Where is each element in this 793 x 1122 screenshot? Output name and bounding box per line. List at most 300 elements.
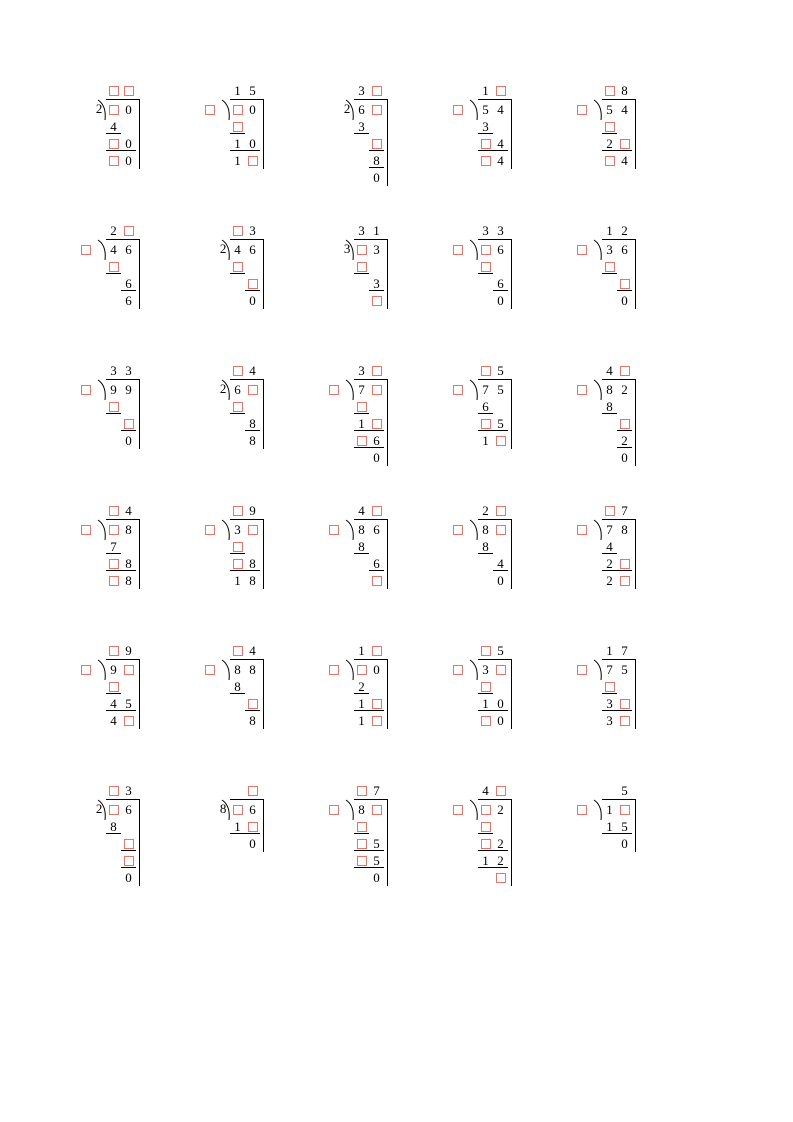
answer-box — [369, 382, 384, 397]
work-row — [354, 818, 369, 834]
digit: 0 — [621, 292, 628, 308]
digit: 6 — [373, 432, 380, 448]
answer-box — [106, 259, 121, 274]
subtraction-line — [493, 290, 508, 291]
divisor-box — [205, 525, 215, 535]
subtraction-line — [478, 273, 493, 274]
subtraction-line — [602, 133, 617, 134]
division-problem — [96, 358, 220, 498]
subtraction-line — [230, 133, 245, 134]
digit: 5 — [497, 381, 504, 397]
vinculum — [602, 99, 636, 100]
dividend-row — [602, 661, 632, 677]
digit: 0 — [497, 712, 504, 728]
vinculum — [230, 799, 264, 800]
digit: 1 — [358, 415, 365, 431]
subtraction-line — [230, 150, 260, 151]
work-row — [617, 432, 632, 448]
vinculum — [478, 659, 512, 660]
subtraction-line — [106, 833, 121, 834]
answer-box — [354, 662, 369, 677]
digit: 1 — [606, 642, 613, 658]
work-row — [602, 712, 632, 728]
subtraction-line — [354, 447, 384, 448]
digit: 4 — [110, 241, 117, 257]
divisor-box — [577, 665, 587, 675]
answer-box — [493, 662, 508, 677]
division-problem — [344, 78, 468, 218]
digit: 0 — [373, 661, 380, 677]
answer-box — [230, 102, 245, 117]
work-row — [230, 152, 260, 168]
subtraction-line — [369, 167, 384, 168]
digit: 0 — [125, 135, 132, 151]
work-row — [245, 275, 260, 291]
work-row — [369, 135, 384, 151]
dividend-row — [106, 661, 136, 677]
division-problem — [220, 498, 344, 638]
digit: 8 — [249, 415, 256, 431]
digit: 8 — [249, 572, 256, 588]
divisor-digit: 2 — [95, 101, 105, 116]
dividend-row — [478, 241, 508, 257]
quotient-row — [602, 222, 632, 238]
digit: 2 — [358, 678, 365, 694]
digit: 8 — [125, 555, 132, 571]
digit: 0 — [249, 135, 256, 151]
digit: 7 — [358, 381, 365, 397]
work-row — [354, 678, 369, 694]
digit: 5 — [621, 661, 628, 677]
vinculum — [354, 519, 388, 520]
answer-box — [106, 679, 121, 694]
answer-box — [369, 696, 384, 711]
subtraction-line — [478, 150, 508, 151]
digit: 1 — [234, 572, 241, 588]
answer-box — [121, 853, 136, 868]
dividend-row — [230, 521, 260, 537]
dividend-row — [478, 381, 508, 397]
subtraction-line — [617, 290, 632, 291]
subtraction-line — [245, 710, 260, 711]
answer-box — [602, 679, 617, 694]
work-column-rule — [139, 519, 140, 589]
work-row — [245, 292, 260, 308]
digit: 8 — [110, 818, 117, 834]
subtraction-line — [478, 833, 493, 834]
digit: 8 — [621, 521, 628, 537]
dividend-row — [602, 801, 632, 817]
division-problem — [220, 778, 344, 918]
work-row — [354, 118, 369, 134]
work-row — [369, 275, 384, 291]
digit: 1 — [234, 135, 241, 151]
answer-box — [493, 433, 508, 448]
work-column-rule — [511, 799, 512, 886]
digit: 0 — [249, 292, 256, 308]
work-row — [106, 678, 121, 694]
vinculum — [478, 799, 512, 800]
answer-box — [230, 399, 245, 414]
subtraction-line — [106, 413, 121, 414]
work-row — [369, 292, 384, 308]
subtraction-line — [617, 447, 632, 448]
digit: 3 — [373, 275, 380, 291]
digit: 1 — [606, 818, 613, 834]
divisor-box — [329, 525, 339, 535]
digit: 2 — [606, 555, 613, 571]
vinculum — [106, 799, 140, 800]
work-column-rule — [263, 519, 264, 589]
digit: 6 — [125, 275, 132, 291]
divisor-box — [453, 245, 463, 255]
answer-box — [478, 259, 493, 274]
work-row — [493, 555, 508, 571]
dividend-row — [106, 521, 136, 537]
answer-box — [478, 802, 493, 817]
dividend-row — [602, 381, 632, 397]
work-column-rule — [387, 659, 388, 729]
work-row — [245, 415, 260, 431]
answer-box — [245, 276, 260, 291]
quotient-row — [230, 222, 260, 238]
digit: 1 — [358, 642, 365, 658]
division-problem — [344, 498, 468, 638]
vinculum — [230, 99, 264, 100]
digit: 9 — [110, 661, 117, 677]
digit: 4 — [482, 782, 489, 798]
digit: 8 — [358, 538, 365, 554]
division-problem — [468, 218, 592, 358]
work-column-rule — [263, 379, 264, 449]
work-row — [121, 869, 136, 885]
dividend-row — [354, 661, 384, 677]
divisor-box — [329, 385, 339, 395]
work-row — [602, 118, 617, 134]
subtraction-line — [121, 850, 136, 851]
digit: 8 — [249, 712, 256, 728]
quotient-row — [354, 642, 384, 658]
subtraction-line — [478, 133, 493, 134]
digit: 4 — [621, 101, 628, 117]
work-column-rule — [635, 379, 636, 466]
vinculum — [602, 659, 636, 660]
answer-box — [106, 522, 121, 537]
digit: 6 — [373, 521, 380, 537]
work-column-rule — [263, 239, 264, 309]
work-row — [354, 852, 384, 868]
answer-box — [245, 819, 260, 834]
answer-box — [230, 363, 245, 378]
division-problem — [220, 218, 344, 358]
answer-box — [602, 153, 617, 168]
division-problem — [592, 778, 716, 918]
vinculum — [354, 379, 388, 380]
answer-box — [245, 522, 260, 537]
divisor-box — [205, 105, 215, 115]
digit: 3 — [249, 222, 256, 238]
digit: 5 — [497, 362, 504, 378]
work-row — [478, 432, 508, 448]
answer-box — [245, 696, 260, 711]
digit: 2 — [497, 801, 504, 817]
digit: 1 — [358, 712, 365, 728]
answer-box — [230, 223, 245, 238]
work-column-rule — [511, 99, 512, 169]
work-row — [478, 852, 508, 868]
subtraction-line — [230, 833, 260, 834]
division-problem — [468, 498, 592, 638]
quotient-row — [478, 362, 508, 378]
work-row — [602, 258, 617, 274]
work-row — [478, 678, 493, 694]
work-column-rule — [511, 379, 512, 449]
digit: 0 — [373, 869, 380, 885]
work-column-rule — [387, 519, 388, 589]
work-column-rule — [511, 239, 512, 309]
quotient-row — [478, 222, 508, 238]
dividend-row — [478, 661, 508, 677]
subtraction-line — [230, 553, 245, 554]
work-row — [106, 555, 136, 571]
answer-box — [478, 136, 493, 151]
work-row — [602, 572, 632, 588]
answer-box — [106, 102, 121, 117]
work-column-rule — [263, 659, 264, 729]
answer-box — [617, 573, 632, 588]
digit: 3 — [497, 222, 504, 238]
divisor-box — [81, 525, 91, 535]
answer-box — [617, 696, 632, 711]
subtraction-line — [230, 413, 245, 414]
answer-box — [478, 643, 493, 658]
quotient-row — [602, 362, 632, 378]
answer-box — [354, 399, 369, 414]
work-row — [121, 835, 136, 851]
digit: 4 — [110, 695, 117, 711]
work-column-rule — [263, 799, 264, 852]
work-row — [478, 818, 493, 834]
work-column-rule — [139, 659, 140, 729]
digit: 9 — [125, 381, 132, 397]
work-row — [602, 678, 617, 694]
division-problem — [220, 78, 344, 218]
divisor-box — [453, 385, 463, 395]
answer-box — [245, 153, 260, 168]
subtraction-line — [369, 150, 384, 151]
answer-box — [230, 503, 245, 518]
answer-box — [369, 416, 384, 431]
work-row — [617, 449, 632, 465]
divisor-box — [577, 525, 587, 535]
work-row — [121, 432, 136, 448]
quotient-row — [230, 362, 260, 378]
answer-box — [478, 819, 493, 834]
divisor-box — [453, 665, 463, 675]
work-row — [478, 152, 508, 168]
digit: 3 — [482, 222, 489, 238]
work-row — [617, 292, 632, 308]
answer-box — [121, 662, 136, 677]
digit: 9 — [110, 381, 117, 397]
digit: 6 — [482, 398, 489, 414]
work-row — [106, 712, 136, 728]
subtraction-line — [354, 867, 384, 868]
dividend-row — [478, 521, 508, 537]
subtraction-line — [245, 290, 260, 291]
answer-box — [493, 870, 508, 885]
work-row — [478, 258, 493, 274]
work-row — [245, 695, 260, 711]
digit: 2 — [482, 502, 489, 518]
answer-box — [369, 83, 384, 98]
quotient-row — [106, 362, 136, 378]
answer-box — [354, 836, 369, 851]
subtraction-line — [478, 710, 508, 711]
quotient-row — [354, 782, 384, 798]
subtraction-line — [121, 867, 136, 868]
division-problem — [468, 778, 592, 918]
answer-box — [354, 433, 369, 448]
work-column-rule — [511, 659, 512, 729]
subtraction-line — [478, 850, 508, 851]
vinculum — [354, 799, 388, 800]
vinculum — [230, 239, 264, 240]
digit: 7 — [621, 642, 628, 658]
dividend-row — [478, 101, 508, 117]
work-column-rule — [635, 659, 636, 729]
subtraction-line — [354, 553, 369, 554]
work-row — [121, 292, 136, 308]
digit: 4 — [110, 712, 117, 728]
answer-box — [106, 503, 121, 518]
subtraction-line — [478, 693, 493, 694]
answer-box — [369, 136, 384, 151]
answer-box — [230, 259, 245, 274]
subtraction-line — [354, 710, 384, 711]
work-row — [478, 695, 508, 711]
vinculum — [106, 379, 140, 380]
digit: 2 — [606, 135, 613, 151]
work-column-rule — [387, 239, 388, 309]
digit: 4 — [125, 502, 132, 518]
dividend-row — [354, 101, 384, 117]
dividend-row — [106, 241, 136, 257]
answer-box — [106, 556, 121, 571]
work-row — [602, 135, 632, 151]
subtraction-line — [602, 150, 632, 151]
work-row — [230, 818, 260, 834]
digit: 5 — [482, 101, 489, 117]
digit: 7 — [482, 381, 489, 397]
subtraction-line — [245, 430, 260, 431]
work-row — [230, 258, 245, 274]
subtraction-line — [121, 290, 136, 291]
digit: 8 — [249, 432, 256, 448]
digit: 8 — [234, 678, 241, 694]
work-row — [245, 432, 260, 448]
digit: 2 — [497, 852, 504, 868]
work-row — [369, 555, 384, 571]
division-problem — [220, 358, 344, 498]
answer-box — [354, 853, 369, 868]
answer-box — [617, 416, 632, 431]
digit: 6 — [234, 381, 241, 397]
work-row — [230, 572, 260, 588]
subtraction-line — [478, 430, 508, 431]
answer-box — [602, 119, 617, 134]
division-problem — [344, 218, 468, 358]
quotient-row — [602, 782, 632, 798]
answer-box — [617, 136, 632, 151]
answer-box — [121, 223, 136, 238]
division-problem — [344, 638, 468, 778]
subtraction-line — [106, 570, 136, 571]
digit: 4 — [497, 101, 504, 117]
answer-box — [478, 153, 493, 168]
quotient-row — [602, 82, 632, 98]
digit: 1 — [606, 801, 613, 817]
quotient-row — [106, 82, 136, 98]
work-column-rule — [635, 519, 636, 589]
answer-box — [354, 783, 369, 798]
work-row — [354, 695, 384, 711]
work-column-rule — [263, 99, 264, 169]
digit: 1 — [234, 82, 241, 98]
dividend-row — [354, 521, 384, 537]
digit: 5 — [621, 818, 628, 834]
answer-box — [478, 363, 493, 378]
work-column-rule — [635, 99, 636, 169]
quotient-row — [230, 642, 260, 658]
answer-box — [369, 102, 384, 117]
digit: 8 — [358, 801, 365, 817]
answer-box — [478, 836, 493, 851]
work-row — [230, 398, 245, 414]
divisor-digit: 3 — [343, 241, 353, 256]
work-row — [245, 835, 260, 851]
subtraction-line — [106, 273, 121, 274]
digit: 6 — [249, 241, 256, 257]
digit: 3 — [606, 695, 613, 711]
divisor-digit: 2 — [219, 241, 229, 256]
division-problem — [344, 358, 468, 498]
work-column-rule — [387, 379, 388, 466]
answer-box — [369, 643, 384, 658]
work-column-rule — [635, 799, 636, 852]
digit: 3 — [358, 222, 365, 238]
dividend-row — [106, 801, 136, 817]
division-problem — [592, 498, 716, 638]
vinculum — [478, 519, 512, 520]
work-row — [602, 555, 632, 571]
divisor-box — [453, 805, 463, 815]
vinculum — [354, 659, 388, 660]
digit: 6 — [249, 801, 256, 817]
subtraction-line — [354, 430, 384, 431]
work-row — [354, 258, 369, 274]
subtraction-line — [602, 833, 632, 834]
divisor-box — [81, 665, 91, 675]
digit: 2 — [621, 432, 628, 448]
subtraction-line — [354, 133, 369, 134]
quotient-row — [602, 642, 632, 658]
work-row — [121, 852, 136, 868]
work-row — [354, 538, 369, 554]
digit: 4 — [249, 642, 256, 658]
work-row — [493, 869, 508, 885]
divisor-box — [453, 105, 463, 115]
